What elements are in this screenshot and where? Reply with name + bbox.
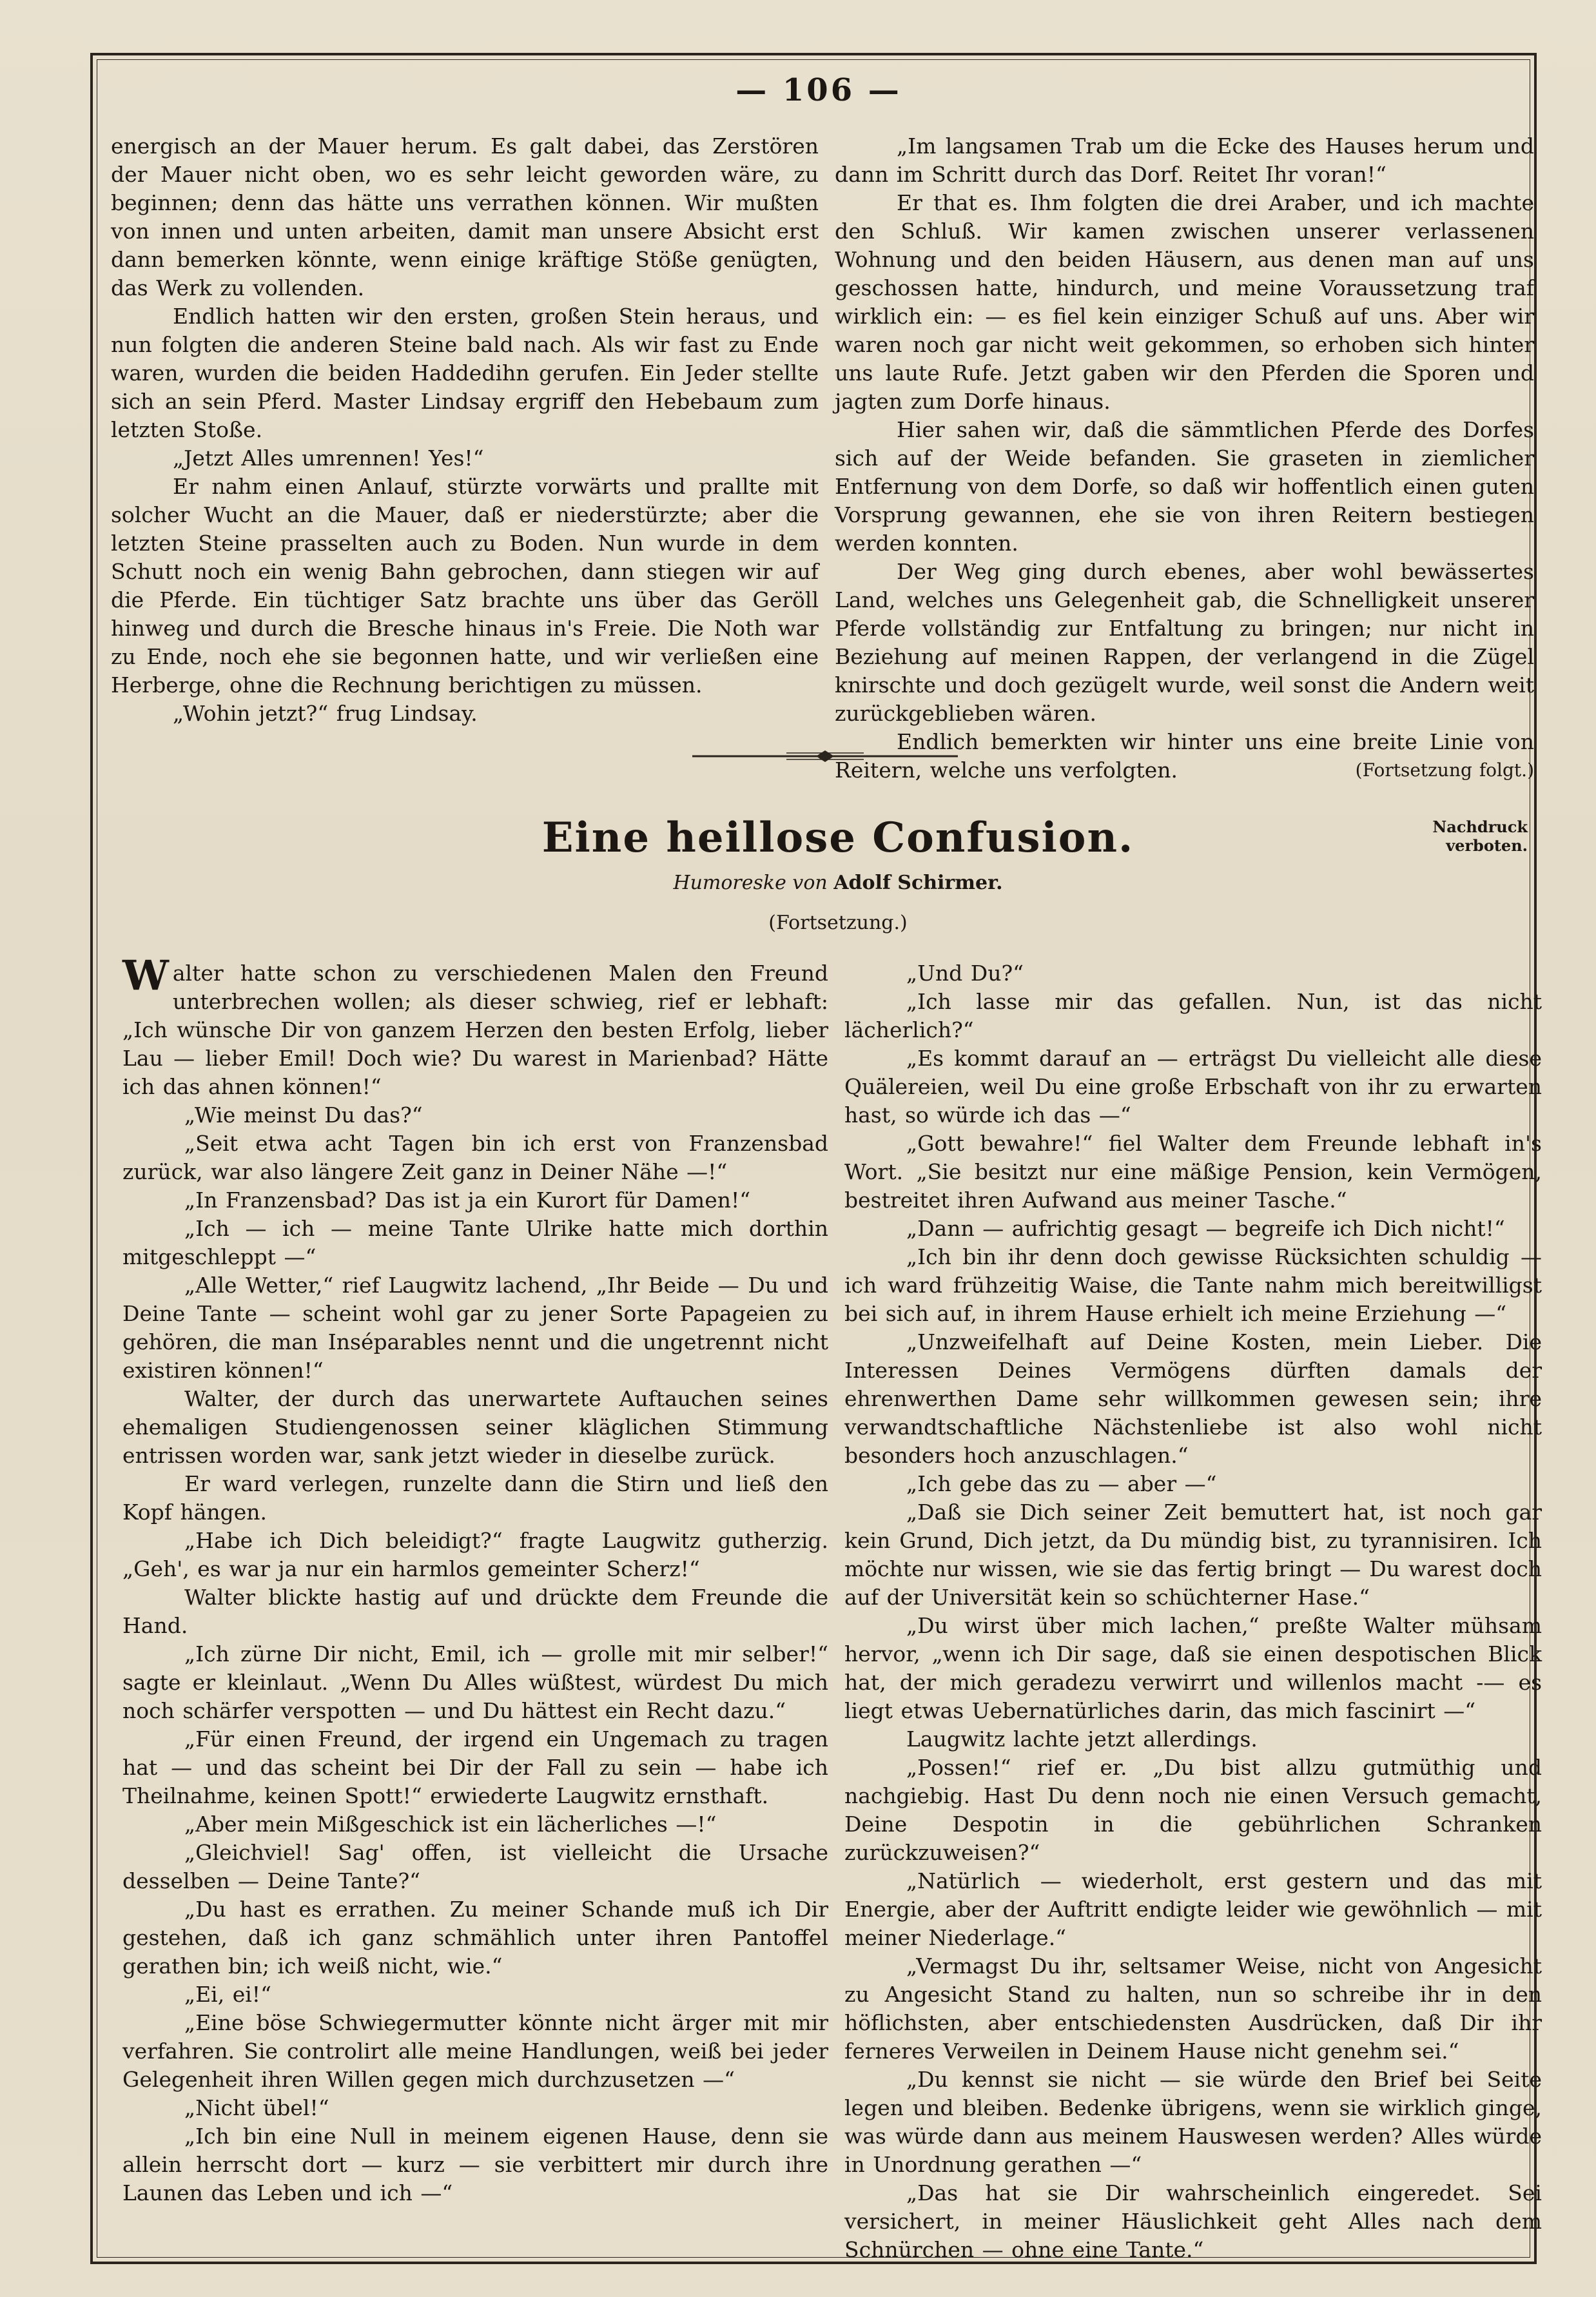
paragraph: „Dann — aufrichtig gesagt — begreife ich Dich nicht!“ xyxy=(906,1216,1505,1241)
paragraph: „Jetzt Alles umrennen! Yes!“ xyxy=(173,445,484,471)
paragraph: „Ich bin ihr denn doch gewisse Rücksichten schuldig — ich ward frühzeitig Waise, die Tante nahm mich bereitwilligst bei sich auf, in ihrem Hause erhielt ich meine Erziehung —“ xyxy=(844,1244,1542,1326)
paragraph: „Ei, ei!“ xyxy=(184,1982,271,2007)
page-number: — 106 — xyxy=(735,72,902,108)
paragraph: „Vermagst Du ihr, seltsamer Weise, nicht von Angesicht zu Angesicht Stand zu halten, nun so schreibe ihr in den höflichsten, aber entschiedensten Ausdrücken, daß Dir ihr ferneres Verweilen in Deinem Hause nicht genehm sei.“ xyxy=(844,1953,1542,2064)
paragraph: „Gott bewahre!“ fiel Walter dem Freunde lebhaft in's Wort. „Sie besitzt nur eine mäßige Pension, kein Vermögen, bestreitet ihren Aufwand aus meiner Tasche.“ xyxy=(844,1131,1542,1213)
paragraph: „Possen!“ rief er. „Du bist allzu gutmüthig und nachgiebig. Hast Du denn noch nie einen Versuch gemacht, Deine Despotin in die gebührlichen Schranken zurückzuweisen?“ xyxy=(844,1755,1542,1865)
section-divider-ornament xyxy=(690,747,960,766)
paragraph: „Du hast es errathen. Zu meiner Schande muß ich Dir gestehen, daß ich ganz schmählich unter ihren Pantoffel gerathen bin; ich weiß nicht, wie.“ xyxy=(122,1897,828,1979)
paragraph: „Seit etwa acht Tagen bin ich erst von Franzensbad zurück, war also längere Zeit ganz in Deiner Nähe —!“ xyxy=(122,1131,828,1184)
paragraph: „Eine böse Schwiegermutter könnte nicht ärger mit mir verfahren. Sie controlirt alle meine Handlungen, weiß bei jeder Gelegenheit ihren Willen gegen mich durchzusetzen —“ xyxy=(122,2010,828,2092)
paragraph: energisch an der Mauer herum. Es galt dabei, das Zerstören der Mauer nicht oben, wo es sehr leicht geworden wäre, zu beginnen; denn das hätte uns verrathen können. Wir mußten von innen und unten arbeiten, damit man unsere Absicht erst dann bemerken könnte, wenn einige kräftige Stöße genügten, das Werk zu vollenden. xyxy=(111,133,819,300)
paragraph: „Ich gebe das zu — aber —“ xyxy=(906,1471,1217,1496)
paragraph: „Für einen Freund, der irgend ein Ungemach zu tragen hat — und das scheint bei Dir der Fall zu sein — habe ich Theilnahme, keinen Spott!“ erwiederte Laugwitz ernsthaft. xyxy=(122,1726,828,1808)
paragraph: „Unzweifelhaft auf Deine Kosten, mein Lieber. Die Interessen Deines Vermögens dürften damals der ehrenwerthen Dame sehr willkommen gewesen sein; ihre verwandtschaftliche Nächstenliebe ist also wohl nicht besonders hoch anzuschlagen.“ xyxy=(844,1329,1542,1468)
paragraph: „Wie meinst Du das?“ xyxy=(184,1102,423,1128)
paragraph: Walter blickte hastig auf und drückte dem Freunde die Hand. xyxy=(122,1585,828,1638)
paragraph: „Alle Wetter,“ rief Laugwitz lachend, „Ihr Beide — Du und Deine Tante — scheint wohl gar zu jener Sorte Papageien zu gehören, die man Inséparables nennt und die ungetrennt nicht existiren können!“ xyxy=(122,1273,828,1383)
paragraph: „Daß sie Dich seiner Zeit bemuttert hat, ist noch gar kein Grund, Dich jetzt, da Du mündig bist, zu tyrannisiren. Ich möchte nur wissen, wie sie das fertig bringt — Du warest doch auf der Universität kein so schüchterner Hase.“ xyxy=(844,1500,1542,1610)
paragraph: „Ich — ich — meine Tante Ulrike hatte mich dorthin mitgeschleppt —“ xyxy=(122,1216,828,1269)
drop-cap: W xyxy=(122,952,169,1000)
paragraph: „Habe ich Dich beleidigt?“ fragte Laugwitz gutherzig. „Geh', es war ja nur ein harmlos gemeinter Scherz!“ xyxy=(122,1528,828,1581)
paragraph: „Im langsamen Trab um die Ecke des Hauses herum und dann im Schritt durch das Dorf. Reitet Ihr voran!“ xyxy=(835,133,1534,187)
paragraph: Endlich hatten wir den ersten, großen Stein heraus, und nun folgten die anderen Steine bald nach. Als wir fast zu Ende waren, wurden die beiden Haddedihn gerufen. Ein Jeder stellte sich an sein Pferd. Master Lindsay ergriff den Hebebaum zum letzten Stoße. xyxy=(111,304,819,442)
paragraph: „Natürlich — wiederholt, erst gestern und das mit Energie, aber der Auftritt endigte leider wie gewöhnlich — mit meiner Niederlage.“ xyxy=(844,1868,1542,1950)
paragraph: „Wohin jetzt?“ frug Lindsay. xyxy=(173,701,478,726)
paragraph: „Du kennst sie nicht — sie würde den Brief bei Seite legen und bleiben. Bedenke übrigens, wenn sie wirklich ginge, was würde dann aus meinem Hauswesen werden? Alles würde in Unordnung gerathen —“ xyxy=(844,2067,1542,2177)
continuation-label: (Fortsetzung.) xyxy=(768,912,908,934)
subtitle-prefix: Humoreske von xyxy=(673,872,828,894)
continued-note: (Fortsetzung folgt.) xyxy=(1355,759,1534,781)
paragraph: „Es kommt darauf an — erträgst Du vielleicht alle diese Quälereien, weil Du eine große Erbschaft von ihr zu erwarten hast, so würde ich das —“ xyxy=(844,1046,1542,1128)
paragraph: „Ich zürne Dir nicht, Emil, ich — grolle mit mir selber!“ sagte er kleinlaut. „Wenn Du Alles wüßtest, würdest Du mich noch schärfer verspotten — und Du hättest ein Recht dazu.“ xyxy=(122,1641,828,1723)
paragraph: „Ich lasse mir das gefallen. Nun, ist das nicht lächerlich?“ xyxy=(844,989,1542,1042)
paragraph: Laugwitz lachte jetzt allerdings. xyxy=(906,1726,1258,1752)
paragraph: „Das hat sie Dir wahrscheinlich eingeredet. Sei versichert, in meiner Häuslichkeit geht Alles nach dem Schnürchen — ohne eine Tante.“ xyxy=(844,2180,1542,2262)
paragraph: „Nicht übel!“ xyxy=(184,2095,329,2120)
reprint-notice: Nachdruck verboten. xyxy=(1432,817,1528,855)
column-top-left xyxy=(111,132,819,728)
story-title: Eine heillose Confusion. xyxy=(541,814,1134,862)
column-bottom-left xyxy=(122,952,828,2207)
story-subtitle xyxy=(516,872,1160,894)
column-top-right xyxy=(835,132,1534,785)
author-name: Adolf Schirmer. xyxy=(833,872,1003,894)
paragraph: Er that es. Ihm folgten die drei Araber, und ich machte den Schluß. Wir kamen zwischen unserer verlassenen Wohnung und den beiden Häusern, aus denen man auf uns geschossen hatte, hindurch, und meine Voraussetzung traf wirklich ein: — es fiel kein einziger Schuß auf uns. Aber wir waren noch gar nicht weit gekommen, so erhoben sich hinter uns laute Rufe. Jetzt gaben wir den Pferden die Sporen und jagten zum Dorfe hinaus. xyxy=(835,190,1534,414)
column-bottom-right xyxy=(844,959,1542,2264)
paragraph: Er ward verlegen, runzelte dann die Stirn und ließ den Kopf hängen. xyxy=(122,1471,828,1525)
paragraph: Hier sahen wir, daß die sämmtlichen Pferde des Dorfes sich auf der Weide befanden. Sie graseten in ziemlicher Entfernung von dem Dorfe, so daß wir hoffentlich einen guten Vorsprung gewannen, ehe sie von ihren Reitern bestiegen werden konnten. xyxy=(835,417,1534,556)
paragraph: „Und Du?“ xyxy=(906,961,1024,986)
paragraph-text: alter hatte schon zu verschiedenen Malen den Freund unterbrechen wollen; als dieser schwieg, rief er lebhaft: „Ich wünsche Dir von ganzem Herzen den besten Erfolg, lieber Lau — lieber Emil! Doch wie? Du warest in Marienbad? Hätte ich das ahnen können!“ xyxy=(122,961,828,1099)
paragraph: „Ich bin eine Null in meinem eigenen Hause, denn sie allein herrscht dort — kurz — sie verbittert mir durch ihre Launen das Leben und ich —“ xyxy=(122,2124,828,2205)
opening-paragraph xyxy=(122,952,828,1101)
paragraph: „Gleichviel! Sag' offen, ist vielleicht die Ursache desselben — Deine Tante?“ xyxy=(122,1840,828,1893)
paragraph: „Du wirst über mich lachen,“ preßte Walter mühsam hervor, „wenn ich Dir sage, daß sie einen despotischen Blick hat, der mich geradezu verwirrt und willenlos macht -— es liegt etwas Uebernatürliches darin, das mich fascinirt —“ xyxy=(844,1613,1542,1723)
paragraph: „Aber mein Mißgeschick ist ein lächerliches —!“ xyxy=(184,1812,717,1837)
paragraph: „In Franzensbad? Das ist ja ein Kurort für Damen!“ xyxy=(184,1188,751,1213)
paragraph-text: Endlich bemerkten wir hinter uns eine breite Linie von Reitern, welche uns verfolgten. xyxy=(835,729,1534,783)
paragraph: Er nahm einen Anlauf, stürzte vorwärts und prallte mit solcher Wucht an die Mauer, daß er niederstürzte; aber die letzten Steine prasselten auch zu Boden. Nun wurde in dem Schutt noch ein wenig Bahn gebrochen, dann stiegen wir auf die Pferde. Ein tüchtiger Satz brachte uns über das Geröll hinweg und durch die Bresche hinaus in's Freie. Die Noth war zu Ende, noch ehe sie begonnen hatte, und wir verließen eine Herberge, ohne die Rechnung berichtigen zu müssen. xyxy=(111,474,819,698)
paragraph: Walter, der durch das unerwartete Auftauchen seines ehemaligen Studiengenossen seiner kläglichen Stimmung entrissen worden war, sank jetzt wieder in dieselbe zurück. xyxy=(122,1386,828,1468)
paragraph: Der Weg ging durch ebenes, aber wohl bewässertes Land, welches uns Gelegenheit gab, die Schnelligkeit unserer Pferde vollständig zur Entfaltung zu bringen; nur nicht in Beziehung auf meinen Rappen, der verlangend in die Zügel knirschte und doch gezügelt wurde, weil sonst die Andern weit zurückgeblieben wären. xyxy=(835,559,1534,726)
